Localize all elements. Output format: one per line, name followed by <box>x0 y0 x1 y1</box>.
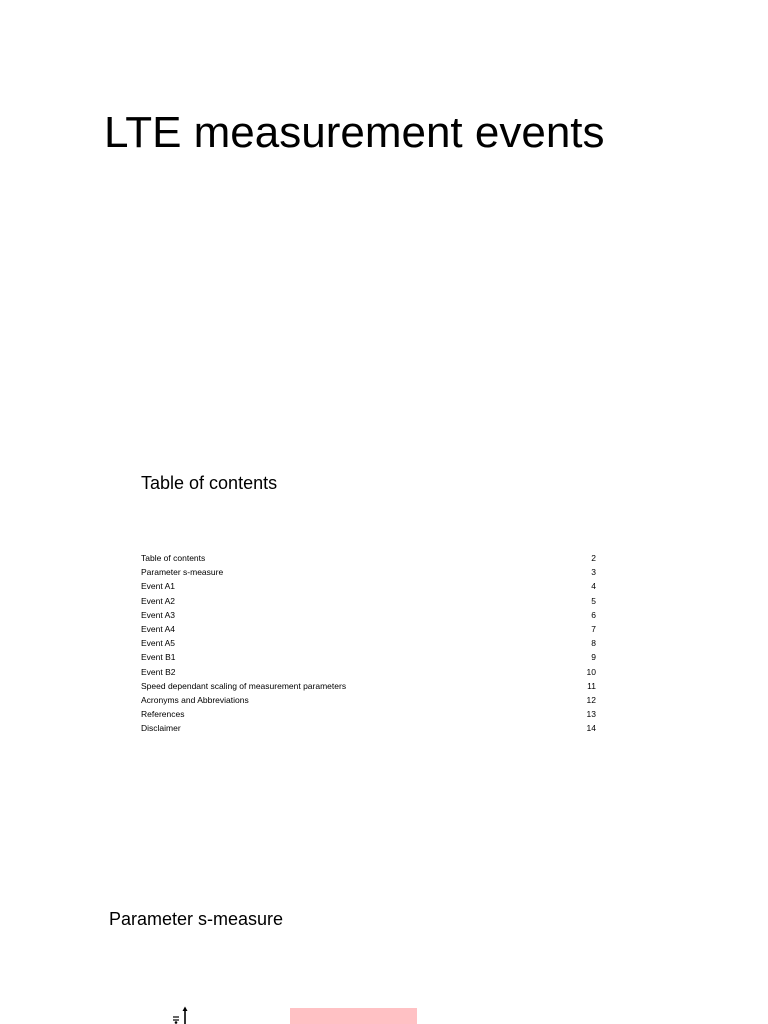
toc-entry-label: Event A4 <box>141 623 176 634</box>
toc-entry[interactable] <box>141 622 596 636</box>
toc-entry[interactable] <box>141 679 596 693</box>
toc-entry-label: Parameter s-measure <box>141 567 224 578</box>
toc-heading: Table of contents <box>141 473 278 493</box>
toc-entry[interactable] <box>141 707 596 721</box>
toc-entry-label: Disclaimer <box>141 723 181 734</box>
toc-entry[interactable] <box>141 608 596 622</box>
toc-entry[interactable] <box>141 551 596 565</box>
toc-entry[interactable] <box>141 650 596 664</box>
toc-entry-label: Event A2 <box>141 595 176 606</box>
toc-entry[interactable] <box>141 665 596 679</box>
toc-list <box>141 551 596 735</box>
toc-entry-page: 13 <box>586 709 596 720</box>
toc-entry-label: Event A3 <box>141 609 176 620</box>
toc-entry[interactable] <box>141 721 596 735</box>
toc-entry-page: 5 <box>591 595 596 606</box>
toc-entry[interactable] <box>141 579 596 593</box>
toc-entry-page: 3 <box>591 567 596 578</box>
toc-entry-page: 8 <box>591 638 596 649</box>
section-heading: Parameter s-measure <box>109 909 284 929</box>
toc-entry-page: 7 <box>591 623 596 634</box>
toc-entry-label: Event B1 <box>141 652 176 663</box>
toc-entry-page: 6 <box>591 609 596 620</box>
toc-entry-page: 4 <box>591 581 596 592</box>
toc-entry-page: 14 <box>586 723 596 734</box>
toc-entry[interactable] <box>141 693 596 707</box>
figure-highlight-box <box>290 1008 417 1024</box>
toc-entry-label: Event B2 <box>141 666 176 677</box>
axis-arrow-icon <box>171 1006 191 1024</box>
toc-entry-label: Speed dependant scaling of measurement parameters <box>141 680 347 691</box>
toc-entry[interactable] <box>141 636 596 650</box>
toc-entry-page: 2 <box>591 553 596 563</box>
toc-entry-label: Event A1 <box>141 581 176 592</box>
toc-entry[interactable] <box>141 594 596 608</box>
toc-entry-label: References <box>141 709 185 720</box>
toc-entry[interactable] <box>141 565 596 579</box>
toc-entry-label: Acronyms and Abbreviations <box>141 694 249 705</box>
toc-entry-page: 11 <box>587 680 596 691</box>
toc-entry-label: Event A5 <box>141 638 176 649</box>
toc-entry-page: 10 <box>586 666 596 677</box>
document-title: LTE measurement events <box>104 108 605 157</box>
toc-entry-label: Table of contents <box>141 553 206 563</box>
toc-entry-page: 12 <box>586 694 596 705</box>
toc-entry-page: 9 <box>591 652 596 663</box>
